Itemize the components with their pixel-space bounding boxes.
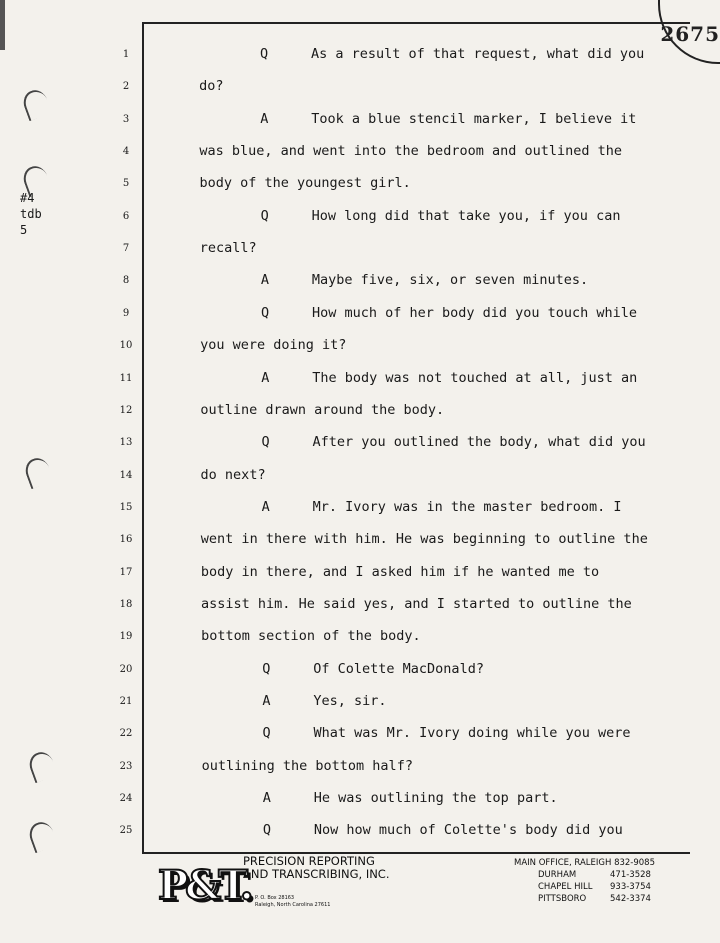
office-list xyxy=(514,857,655,905)
line-text: went in there with him. He was beginning to outline the xyxy=(200,531,648,548)
office-name: PITTSBORO xyxy=(538,894,587,904)
line-number: 13 xyxy=(119,437,133,449)
line-text: Maybe five, six, or seven minutes. xyxy=(311,272,589,289)
line-text: body in there, and I asked him if he wanted me to xyxy=(200,563,600,580)
page-number: 2675 xyxy=(660,22,720,46)
office-phone: 471-3528 xyxy=(610,870,651,880)
company-name-line: AND TRANSCRIBING, INC. xyxy=(243,867,390,881)
speaker-marker: A xyxy=(262,790,271,807)
line-text: outline drawn around the body. xyxy=(200,401,445,418)
page-edge-mark xyxy=(0,0,5,50)
line-text: was blue, and went into the bedroom and outlined the xyxy=(199,143,622,160)
speaker-marker: Q xyxy=(260,46,269,62)
line-number: 7 xyxy=(122,243,130,255)
line-number: 16 xyxy=(119,534,133,546)
line-number: 4 xyxy=(122,146,130,158)
company-logo: P&T. xyxy=(158,862,251,909)
line-number: 6 xyxy=(122,210,130,222)
speaker-marker: A xyxy=(261,369,270,386)
binder-hole-icon xyxy=(20,87,52,122)
office-row xyxy=(538,893,655,905)
line-text: bottom section of the body. xyxy=(201,628,421,645)
branch-offices xyxy=(538,869,655,905)
speaker-marker: A xyxy=(260,110,269,127)
speaker-marker: Q xyxy=(260,304,270,321)
line-text: Mr. Ivory was in the master bedroom. I xyxy=(312,498,622,515)
line-number: 15 xyxy=(119,501,133,513)
binder-hole-icon xyxy=(22,455,54,490)
line-text: recall? xyxy=(199,240,257,257)
line-text: Yes, sir. xyxy=(313,693,387,709)
address-line: P. O. Box 28163 xyxy=(255,895,295,901)
line-text: The body was not touched at all, just an xyxy=(312,369,638,386)
line-number: 17 xyxy=(119,566,133,578)
line-text: body of the youngest girl. xyxy=(199,175,411,192)
speaker-marker: Q xyxy=(262,725,271,742)
margin-notes xyxy=(20,190,42,238)
line-number: 21 xyxy=(119,696,133,707)
line-text: you were doing it? xyxy=(200,337,347,354)
speaker-marker: A xyxy=(260,272,269,289)
line-number: 23 xyxy=(119,760,133,772)
line-number: 18 xyxy=(119,598,133,610)
office-phone: 542-3374 xyxy=(610,894,651,904)
company-name xyxy=(243,855,390,881)
line-text: assist him. He said yes, and I started to outline the xyxy=(201,595,632,612)
binder-hole-icon xyxy=(26,819,58,854)
line-text: do? xyxy=(199,78,224,95)
line-text: After you outlined the body, what did you xyxy=(312,434,646,451)
footer xyxy=(0,855,720,935)
company-name-line: PRECISION REPORTING xyxy=(243,854,375,868)
line-number: 5 xyxy=(122,178,130,190)
line-number: 10 xyxy=(119,340,133,352)
office-phone: 933-3754 xyxy=(610,882,651,892)
line-number: 14 xyxy=(119,469,133,481)
speaker-marker: Q xyxy=(260,207,269,224)
company-address xyxy=(255,895,330,909)
line-number: 22 xyxy=(119,728,133,740)
line-number: 3 xyxy=(122,113,130,125)
line-number: 11 xyxy=(119,372,133,384)
speaker-marker: Q xyxy=(262,660,271,677)
office-name: DURHAM xyxy=(538,870,577,880)
speaker-marker: Q xyxy=(262,822,272,839)
line-number: 24 xyxy=(119,793,133,805)
line-number: 9 xyxy=(122,307,130,319)
line-text: do next? xyxy=(200,466,266,483)
line-number: 19 xyxy=(119,631,133,643)
line-text: outlining the bottom half? xyxy=(201,757,413,774)
margin-note: #4 xyxy=(20,191,35,205)
line-number: 12 xyxy=(119,404,133,416)
speaker-marker: A xyxy=(262,693,271,709)
line-number: 2 xyxy=(122,81,130,93)
line-text: Now how much of Colette's body did you xyxy=(313,822,623,839)
office-name: CHAPEL HILL xyxy=(538,882,593,892)
line-number: 1 xyxy=(122,49,130,60)
margin-note: 5 xyxy=(20,223,28,237)
line-number: 25 xyxy=(119,825,133,837)
line-text: How long did that take you, if you can xyxy=(311,207,621,224)
line-number: 20 xyxy=(119,663,133,675)
line-text: Of Colette MacDonald? xyxy=(313,660,484,677)
speaker-marker: A xyxy=(261,498,270,515)
address-line: Raleigh, North Carolina 27611 xyxy=(255,902,331,908)
line-text: How much of her body did you touch while xyxy=(311,304,638,321)
margin-note: tdb xyxy=(20,207,42,221)
line-number: 8 xyxy=(122,275,130,287)
line-text: Took a blue stencil marker, I believe it xyxy=(311,110,637,127)
office-row xyxy=(538,869,655,881)
speaker-marker: Q xyxy=(261,434,270,451)
binder-hole-icon xyxy=(26,749,58,784)
line-text: He was outlining the top part. xyxy=(313,790,558,807)
line-text: As a result of that request, what did you xyxy=(311,46,645,62)
office-row xyxy=(538,881,655,893)
main-office: MAIN OFFICE, RALEIGH 832-9085 xyxy=(514,858,655,868)
line-text: What was Mr. Ivory doing while you were xyxy=(313,725,631,742)
